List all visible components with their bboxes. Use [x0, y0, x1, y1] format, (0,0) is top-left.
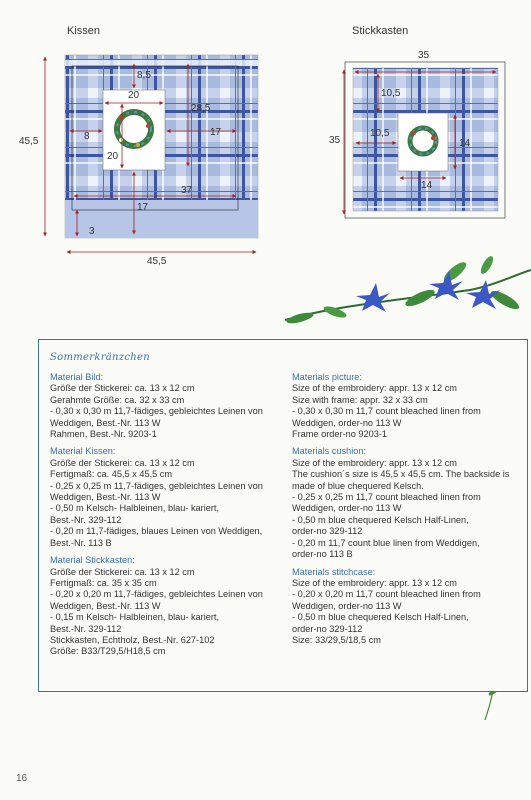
materials-heading: Material Bild: [50, 372, 104, 382]
materials-line: Weddigen, order-no 113 W [292, 417, 402, 428]
diagram-title-stickkasten: Stickkasten [352, 25, 409, 37]
dim-label: 17 [137, 202, 149, 213]
page-number: 16 [16, 773, 28, 784]
materials-line: - 0,30 x 0,30 m 11,7-fädiges, gebleichtes Leinen von [50, 406, 263, 417]
materials-line: - 0,20 m 11,7-fädiges, blaues Leinen von Weddigen, [50, 526, 263, 537]
stitchcase-embroidery-panel [398, 113, 448, 171]
dim-label: 35 [329, 135, 341, 146]
materials-heading: Materials stitchcase: [292, 566, 376, 577]
flower-branch-icon [285, 254, 531, 325]
materials-line: - 0,20 x 0,20 m 11,7 count bleached linen from [292, 589, 481, 600]
materials-heading: Materials cushion: [292, 446, 367, 457]
dim-label: 28,5 [191, 103, 211, 114]
dim-label: 10,5 [370, 128, 390, 139]
dim-label: 10,5 [381, 88, 401, 99]
section-title: Sommerkränzchen [50, 352, 150, 363]
materials-line: order-no 113 B [292, 549, 353, 560]
dim-label: 8 [84, 131, 90, 142]
materials-line: - 0,20 m 11,7 count blue linen from Weddigen, [292, 537, 480, 548]
materials-line: Größe der Stickerei: ca. 13 x 12 cm [50, 566, 195, 577]
materials-line: Weddigen, Best.-Nr. 113 W [50, 492, 161, 503]
materials-line: Weddigen, order-no 113 W [292, 503, 402, 514]
materials-line: - 0,30 x 0,30 m 11,7 count bleached linen from [292, 406, 481, 417]
dim-label: 37 [181, 185, 193, 196]
materials-line: Gerahmte Größe: ca. 32 x 33 cm [50, 394, 185, 405]
materials-line: - 0,50 m blue chequered Kelsch Half-Linen, [292, 612, 469, 623]
materials-line: Size of the embroidery: appr. 13 x 12 cm [292, 457, 457, 468]
materials-line: Best.-Nr. 113 B [50, 537, 112, 548]
dim-label: 35 [418, 50, 430, 61]
dim-label: 14 [421, 180, 433, 191]
dim-label: 45,5 [147, 256, 167, 267]
materials-line: Weddigen, Best.-Nr. 113 W [50, 417, 161, 428]
materials-line: Best.-Nr. 329-112 [50, 514, 122, 525]
materials-line: The cushion´s size is 45,5 x 45,5 cm. The backside is [292, 469, 510, 480]
german-column [50, 372, 282, 658]
materials-line: order-no 329-112 [292, 526, 363, 537]
materials-line: - 0,25 x 0,25 m 11,7-fädiges, gebleichtes Leinen von [50, 480, 263, 491]
materials-line: Size with frame: appr. 32 x 33 cm [292, 394, 428, 405]
materials-line: - 0,20 x 0,20 m 11,7-fädiges, gebleichtes Leinen von [50, 589, 263, 600]
materials-heading: Materials picture: [292, 372, 362, 382]
materials-line: Weddigen, Best.-Nr. 113 W [50, 600, 161, 611]
materials-heading: Material Stickkasten: [50, 555, 135, 566]
materials-line: Size: 33/29,5/18,5 cm [292, 634, 381, 645]
materials-line: made of blue chequered Kelsch. [292, 480, 424, 491]
materials-line: Fertigmaß: ca. 45,5 x 45,5 cm [50, 469, 173, 480]
materials-line: - 0,50 m Kelsch- Halbleinen, blau- kariert, [50, 503, 220, 514]
materials-line: Frame order-no 9203-1 [292, 429, 387, 440]
dim-label: 20 [107, 151, 119, 162]
dim-label: 17 [210, 127, 222, 138]
materials-line: - 0,50 m blue chequered Kelsch Half-Linen, [292, 514, 469, 525]
dim-label: 45,5 [19, 136, 39, 147]
materials-line: - 0,15 m Kelsch- Halbleinen, blau- kariert, [50, 612, 220, 623]
materials-line: Stickkasten, Echtholz, Best.-Nr. 627-102 [50, 634, 215, 645]
materials-line: order-no 329-112 [292, 623, 363, 634]
dim-label: 14 [459, 138, 471, 149]
materials-line: - 0,25 x 0,25 m 11,7 count bleached linen from [292, 492, 481, 503]
materials-line: Size of the embroidery: appr. 13 x 12 cm [292, 577, 457, 588]
dim-label: 3 [89, 226, 95, 237]
materials-line: Size of the embroidery: appr. 13 x 12 cm [292, 383, 457, 394]
materials-line: Fertigmaß: ca. 35 x 35 cm [50, 577, 157, 588]
diagram-title-kissen: Kissen [67, 25, 101, 37]
materials-heading: Material Kissen: [50, 446, 116, 457]
materials-line: Größe der Stickerei: ca. 13 x 12 cm [50, 457, 195, 468]
materials-line: Best.-Nr. 329-112 [50, 623, 122, 634]
materials-line: Größe: B33/T29,5/H18,5 cm [50, 646, 166, 657]
materials-line: Weddigen, order-no 113 W [292, 600, 402, 611]
english-column [292, 372, 524, 646]
dim-label: 20 [128, 90, 140, 101]
materials-line: Rahmen, Best.-Nr. 9203-1 [50, 429, 157, 440]
materials-line: Größe der Stickerei: ca. 13 x 12 cm [50, 383, 195, 394]
dim-label: 8,5 [137, 70, 151, 81]
